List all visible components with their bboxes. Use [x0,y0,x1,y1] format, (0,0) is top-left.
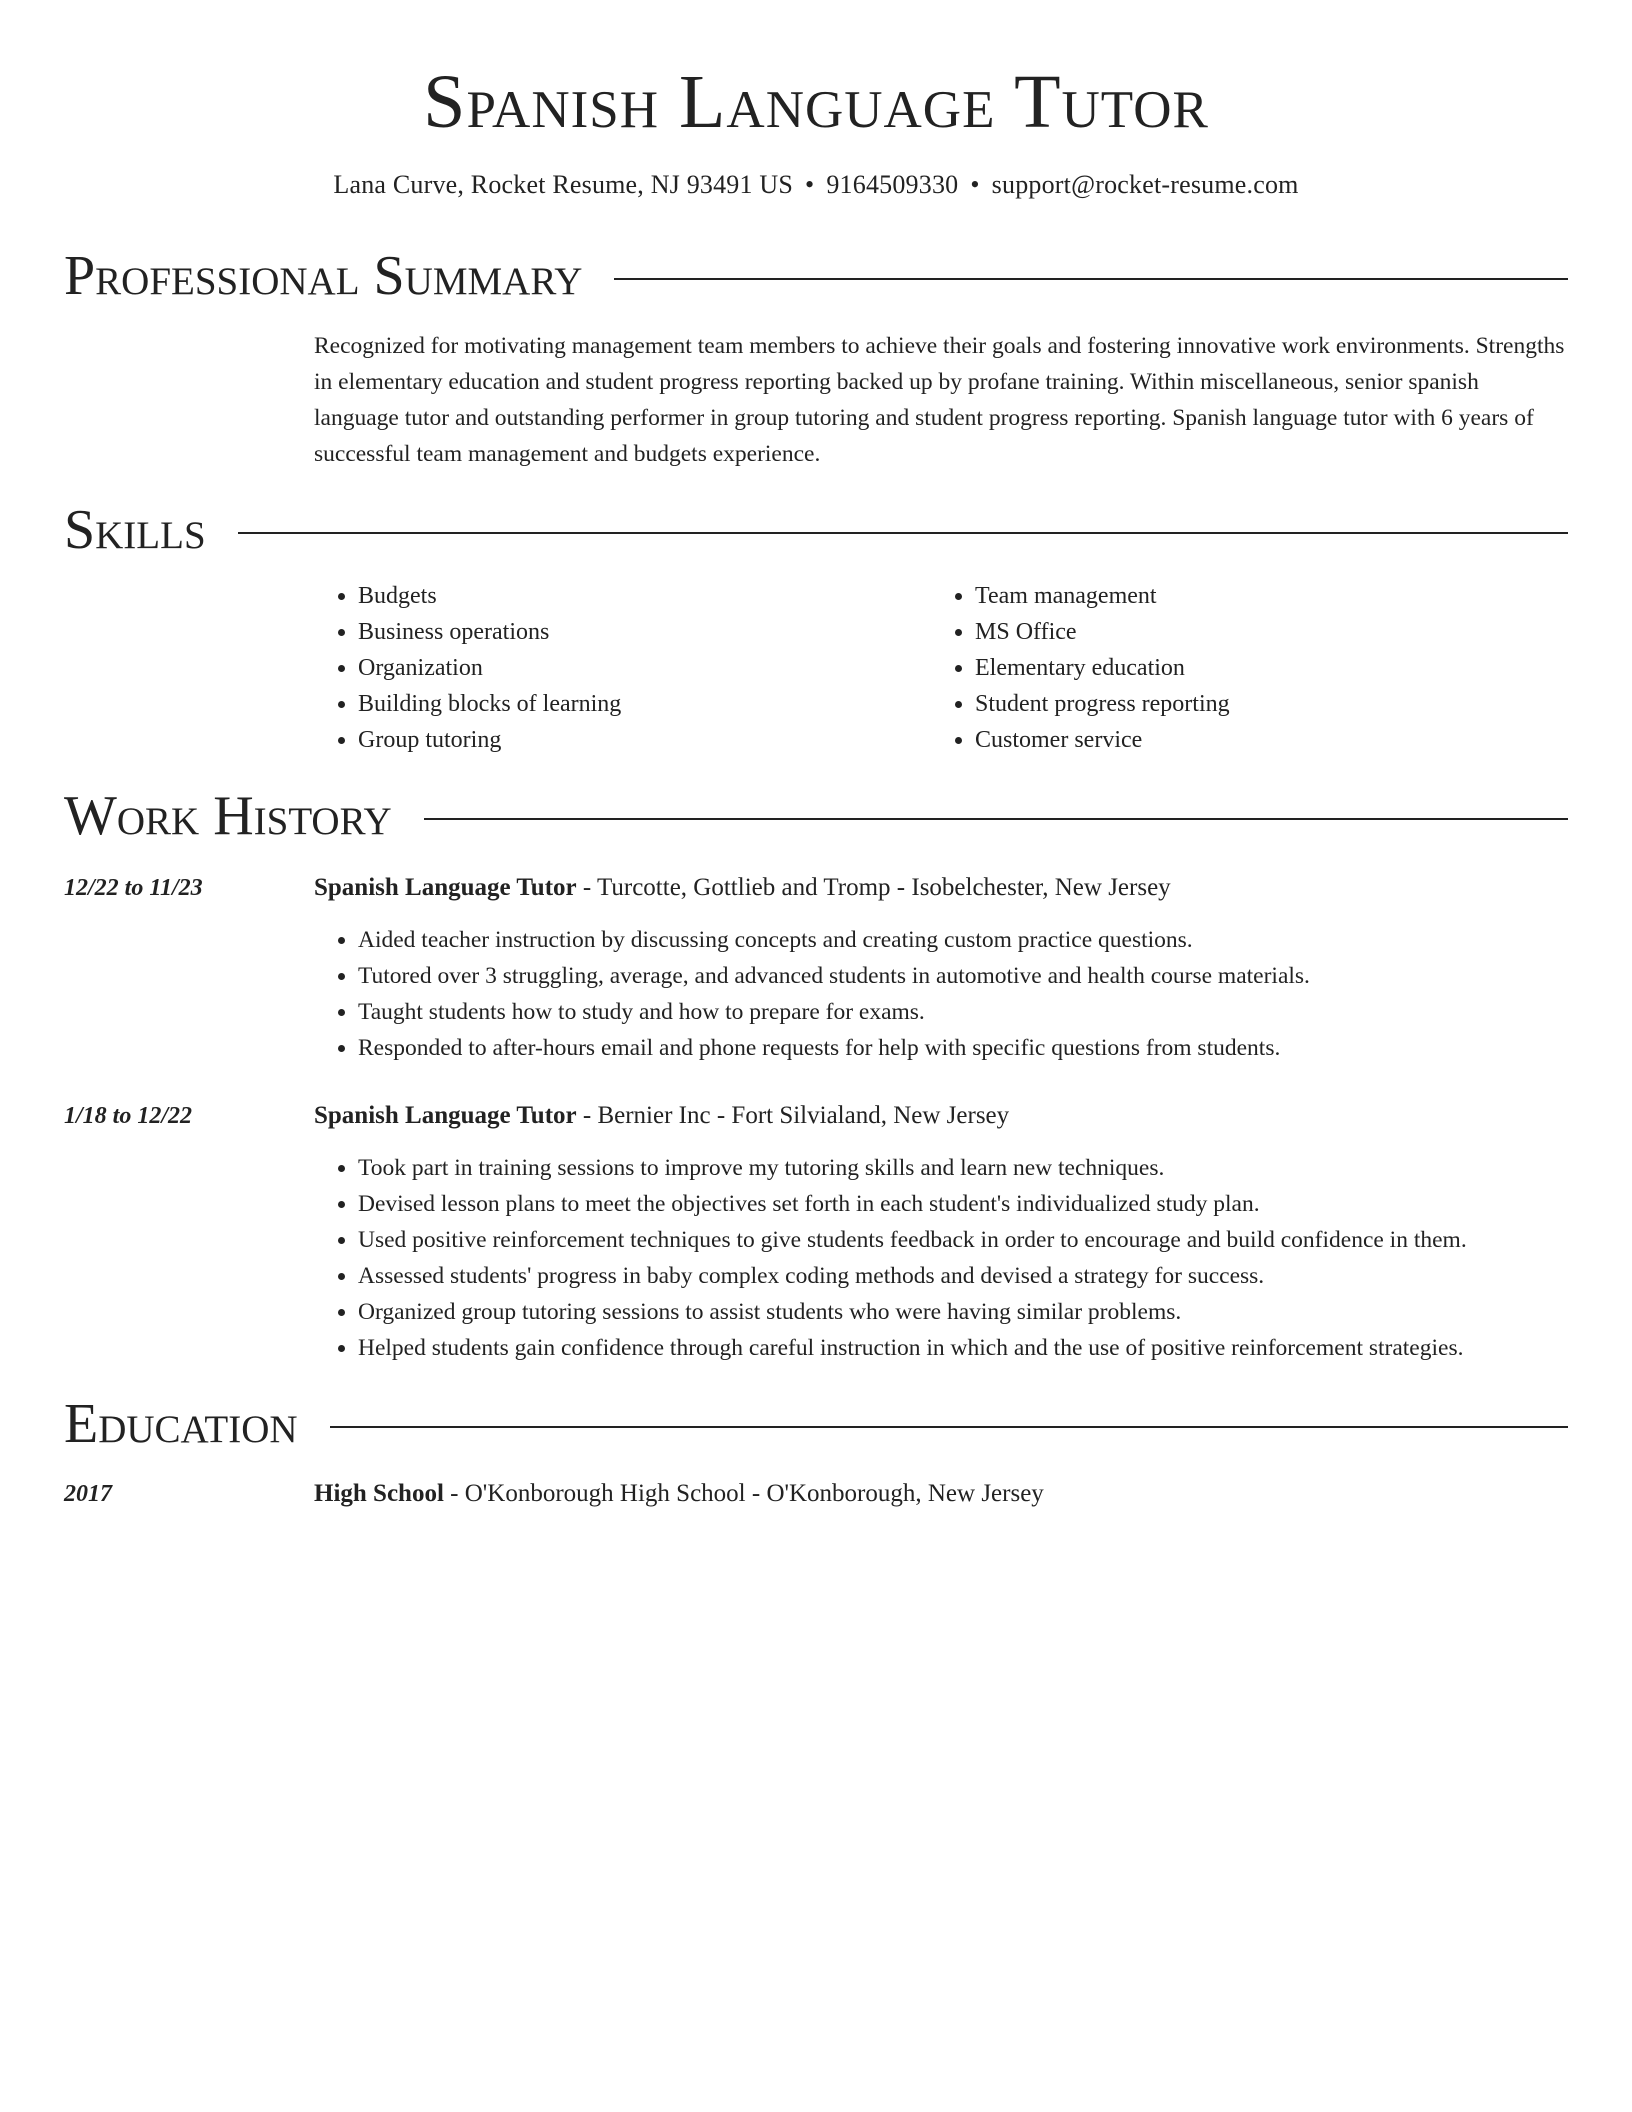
contact-email: support@rocket-resume.com [991,170,1299,199]
education-section-header [64,1393,1568,1455]
job-body [314,1098,1568,1366]
education-degree: High School [314,1480,444,1507]
section-divider [330,1426,1568,1428]
job-entry [64,870,1568,1066]
job-details: - Turcotte, Gottlieb and Tromp - Isobelchester, New Jersey [576,874,1171,901]
education-details: - O'Konborough High School - O'Konborough, New Jersey [443,1480,1044,1507]
job-bullet: • Took part in training sessions to improve my tutoring skills and learn new techniques. [358,1150,1568,1186]
job-title: Spanish Language Tutor [314,1102,577,1129]
contact-phone: 9164509330 [826,170,959,199]
work-heading: Work History [64,785,392,847]
job-dates: 1/18 to 12/22 [64,1103,193,1129]
job-bullet: • Helped students gain confidence through careful instruction in which and the use of positive reinforcement strategies. [358,1330,1568,1366]
skills-list [314,578,1568,758]
skill-item: • Student progress reporting [975,686,1548,722]
education-year: 2017 [64,1481,112,1507]
skills-heading: Skills [64,499,206,561]
skill-item: • Customer service [975,722,1548,758]
skill-item: • Organization [358,650,931,686]
education-heading-line [314,1476,1044,1512]
job-body [314,870,1568,1066]
skill-item: • Business operations [358,614,931,650]
section-divider [614,278,1568,280]
job-bullet: • Responded to after-hours email and phone requests for help with specific questions from students. [358,1030,1568,1066]
contact-line [64,170,1568,200]
job-bullet: • Organized group tutoring sessions to assist students who were having similar problems. [358,1294,1568,1330]
skills-section-header [64,499,1568,561]
job-bullet: • Assessed students' progress in baby complex coding methods and devised a strategy for success. [358,1258,1568,1294]
job-entry [64,1098,1568,1366]
job-dates: 12/22 to 11/23 [64,875,203,901]
job-heading [314,1098,1568,1134]
separator-dot: • [805,170,815,199]
education-heading: Education [64,1393,298,1455]
job-title: Spanish Language Tutor [314,874,577,901]
skills-column-left [314,578,931,758]
separator-dot: • [970,170,980,199]
skill-item: • Budgets [358,578,931,614]
job-bullets [314,922,1568,1066]
job-heading [314,870,1568,906]
summary-text: Recognized for motivating management team members to achieve their goals and fostering innovative work environments. Strengths in elementary education and student progress reporting backed up by profane training. Within miscellaneous, senior spanish language tutor and outstanding performer in group tutoring and student progress reporting. Spanish language tutor with 6 years of successful team management and budgets experience. [314,333,1565,467]
skill-item: • Elementary education [975,650,1548,686]
summary-heading: Professional Summary [64,245,583,307]
job-details: - Bernier Inc - Fort Silvialand, New Jersey [576,1102,1010,1129]
skill-item: • MS Office [975,614,1548,650]
job-bullet: • Taught students how to study and how to prepare for exams. [358,994,1568,1030]
education-entry [64,1476,1568,1512]
job-bullet: • Devised lesson plans to meet the objectives set forth in each student's individualized study plan. [358,1186,1568,1222]
job-bullets [314,1150,1568,1366]
section-divider [424,818,1568,820]
section-divider [238,532,1568,534]
skill-item: • Team management [975,578,1548,614]
page-title: Spanish Language Tutor [423,60,1209,144]
job-bullet: • Used positive reinforcement techniques to give students feedback in order to encourage and build confidence in them. [358,1222,1568,1258]
contact-address: Lana Curve, Rocket Resume, NJ 93491 US [333,170,794,199]
job-bullet: • Aided teacher instruction by discussing concepts and creating custom practice questions. [358,922,1568,958]
skill-item: • Group tutoring [358,722,931,758]
skill-item: • Building blocks of learning [358,686,931,722]
work-section-header [64,785,1568,847]
summary-section-header [64,245,1568,307]
skills-column-right [931,578,1548,758]
job-bullet: • Tutored over 3 struggling, average, and advanced students in automotive and health course materials. [358,958,1568,994]
